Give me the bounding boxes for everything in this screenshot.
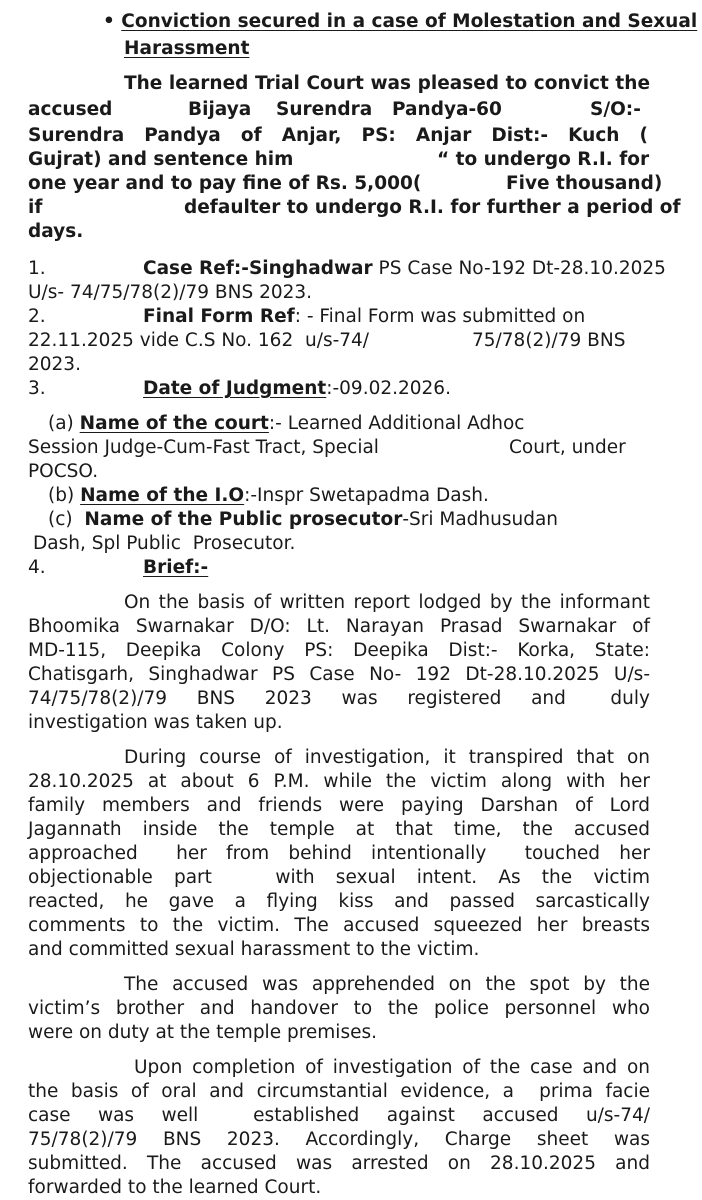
brief-p1-line-1: On the basis of written report lodged by the informant xyxy=(124,592,650,613)
court-line-2a: Session Judge-Cum-Fast Tract, Special xyxy=(28,437,379,458)
intro-line-2e: S/O:- xyxy=(590,99,641,120)
brief-p4-line-1: Upon completion of investigation of the case and on xyxy=(134,1057,650,1078)
pp-prefix: (c) xyxy=(48,509,85,530)
heading-line-2: Harassment xyxy=(124,38,250,59)
item-3-number: 3. xyxy=(28,378,46,399)
case-ref-label: Case Ref:-Singhadwar xyxy=(143,258,373,279)
brief-p1-line-6: investigation was taken up. xyxy=(28,712,283,733)
brief-p2-line-9: and committed sexual harassment to the victim. xyxy=(28,939,480,960)
case-ref xyxy=(143,257,666,281)
brief-p3-line-3: were on duty at the temple premises. xyxy=(28,1022,377,1043)
brief-p1-line-5: 74/75/78(2)/79 BNS 2023 was registered and duly xyxy=(28,688,650,709)
brief-p2-line-6: objectionable part with sexual intent. As the victim xyxy=(28,867,650,888)
court-prefix: (a) xyxy=(48,413,80,434)
brief-p3-line-1: The accused was apprehended on the spot by the xyxy=(124,974,650,995)
item-1-number: 1. xyxy=(28,258,46,279)
brief-p4-line-2: the basis of oral and circumstantial evidence, a prima facie xyxy=(28,1081,650,1102)
bullet: • xyxy=(103,11,115,32)
final-form-label: Final Form Ref xyxy=(143,306,295,327)
io-name xyxy=(48,484,489,508)
brief-p4-line-3: case was well established against accused u/s-74/ xyxy=(28,1105,650,1126)
brief-p2-line-4: Jagannath inside the temple at that time, the accused xyxy=(28,819,650,840)
pp-label: Name of the Public prosecutor xyxy=(84,509,403,530)
brief-p1-line-4: Chatisgarh, Singhadwar PS Case No- 192 Dt-28.10.2025 U/s- xyxy=(28,664,650,685)
brief-p1-line-2: Bhoomika Swarnakar D/O: Lt. Narayan Prasad Swarnakar of xyxy=(28,616,650,637)
intro-line-2b: Bijaya xyxy=(188,99,252,120)
io-value: :-Inspr Swetapadma Dash. xyxy=(244,485,489,506)
brief-label: Brief:- xyxy=(143,557,209,578)
court-line-2b: Court, under xyxy=(509,437,626,458)
intro-line-2a: accused xyxy=(28,99,113,120)
judgment-date xyxy=(143,377,451,401)
court-label: Name of the court xyxy=(79,413,269,434)
heading-line-1 xyxy=(103,10,697,34)
intro-line-5b: Five thousand) xyxy=(506,173,663,194)
brief-p2-line-8: comments to the victim. The accused squeezed her breasts xyxy=(28,915,650,936)
io-label: Name of the I.O xyxy=(80,485,245,506)
court-value: :- Learned Additional Adhoc xyxy=(268,413,525,434)
intro-line-6b: defaulter to undergo R.I. for further a period of xyxy=(184,197,681,218)
brief-p1-line-3: MD-115, Deepika Colony PS: Deepika Dist:- Korka, State: xyxy=(28,640,650,661)
intro-line-2c: Surendra xyxy=(276,99,373,120)
final-form-value: : - Final Form was submitted on xyxy=(294,306,586,327)
brief-p2-line-1: During course of investigation, it transpired that on xyxy=(124,747,650,768)
intro-line-6a: if xyxy=(28,197,43,218)
intro-line-7: days. xyxy=(28,221,84,242)
heading-title: Conviction secured in a case of Molestation and Sexual xyxy=(121,11,698,32)
io-prefix: (b) xyxy=(48,485,81,506)
pp-value: -Sri Madhusudan xyxy=(402,509,559,530)
final-form-line-2b: 75/78(2)/79 BNS xyxy=(472,330,626,351)
brief-p3-line-2: victim’s brother and handover to the police personnel who xyxy=(28,998,650,1019)
case-ref-line-2: U/s- 74/75/78(2)/79 BNS 2023. xyxy=(28,282,313,303)
case-ref-value: PS Case No-192 Dt-28.10.2025 xyxy=(372,258,666,279)
brief-p4-line-6: forwarded to the learned Court. xyxy=(28,1177,322,1198)
judgment-value: :-09.02.2026. xyxy=(326,378,451,399)
final-form-line-3: 2023. xyxy=(28,354,81,375)
public-prosecutor xyxy=(48,508,558,532)
intro-line-4a: Gujrat) and sentence him xyxy=(28,149,294,170)
brief-p4-line-5: submitted. The accused was arrested on 28.10.2025 and xyxy=(28,1153,650,1174)
pp-line-2: Dash, Spl Public Prosecutor. xyxy=(33,533,296,554)
brief-p2-line-2: 28.10.2025 at about 6 P.M. while the victim along with her xyxy=(28,771,650,792)
intro-line-2d: Pandya-60 xyxy=(392,99,502,120)
intro-line-5a: one year and to pay fine of Rs. 5,000( xyxy=(28,173,422,194)
intro-line-1: The learned Trial Court was pleased to convict the xyxy=(124,73,650,94)
court-name xyxy=(48,412,524,436)
final-form-line-2a: 22.11.2025 vide C.S No. 162 u/s-74/ xyxy=(28,330,370,351)
intro-line-4b: “ to undergo R.I. for xyxy=(437,149,650,170)
item-2-number: 2. xyxy=(28,306,46,327)
brief-p2-line-5: approached her from behind intentionally touched her xyxy=(28,843,650,864)
judgment-label: Date of Judgment xyxy=(143,378,327,399)
brief-p2-line-3: family members and friends were paying Darshan of Lord xyxy=(28,795,650,816)
final-form xyxy=(143,305,585,329)
brief-p2-line-7: reacted, he gave a flying kiss and passed sarcastically xyxy=(28,891,650,912)
intro-line-3: Surendra Pandya of Anjar, PS: Anjar Dist:- Kuch ( xyxy=(28,125,648,146)
court-line-3: POCSO. xyxy=(28,461,99,482)
brief-p4-line-4: 75/78(2)/79 BNS 2023. Accordingly, Charge sheet was xyxy=(28,1129,650,1150)
item-4-number: 4. xyxy=(28,557,46,578)
